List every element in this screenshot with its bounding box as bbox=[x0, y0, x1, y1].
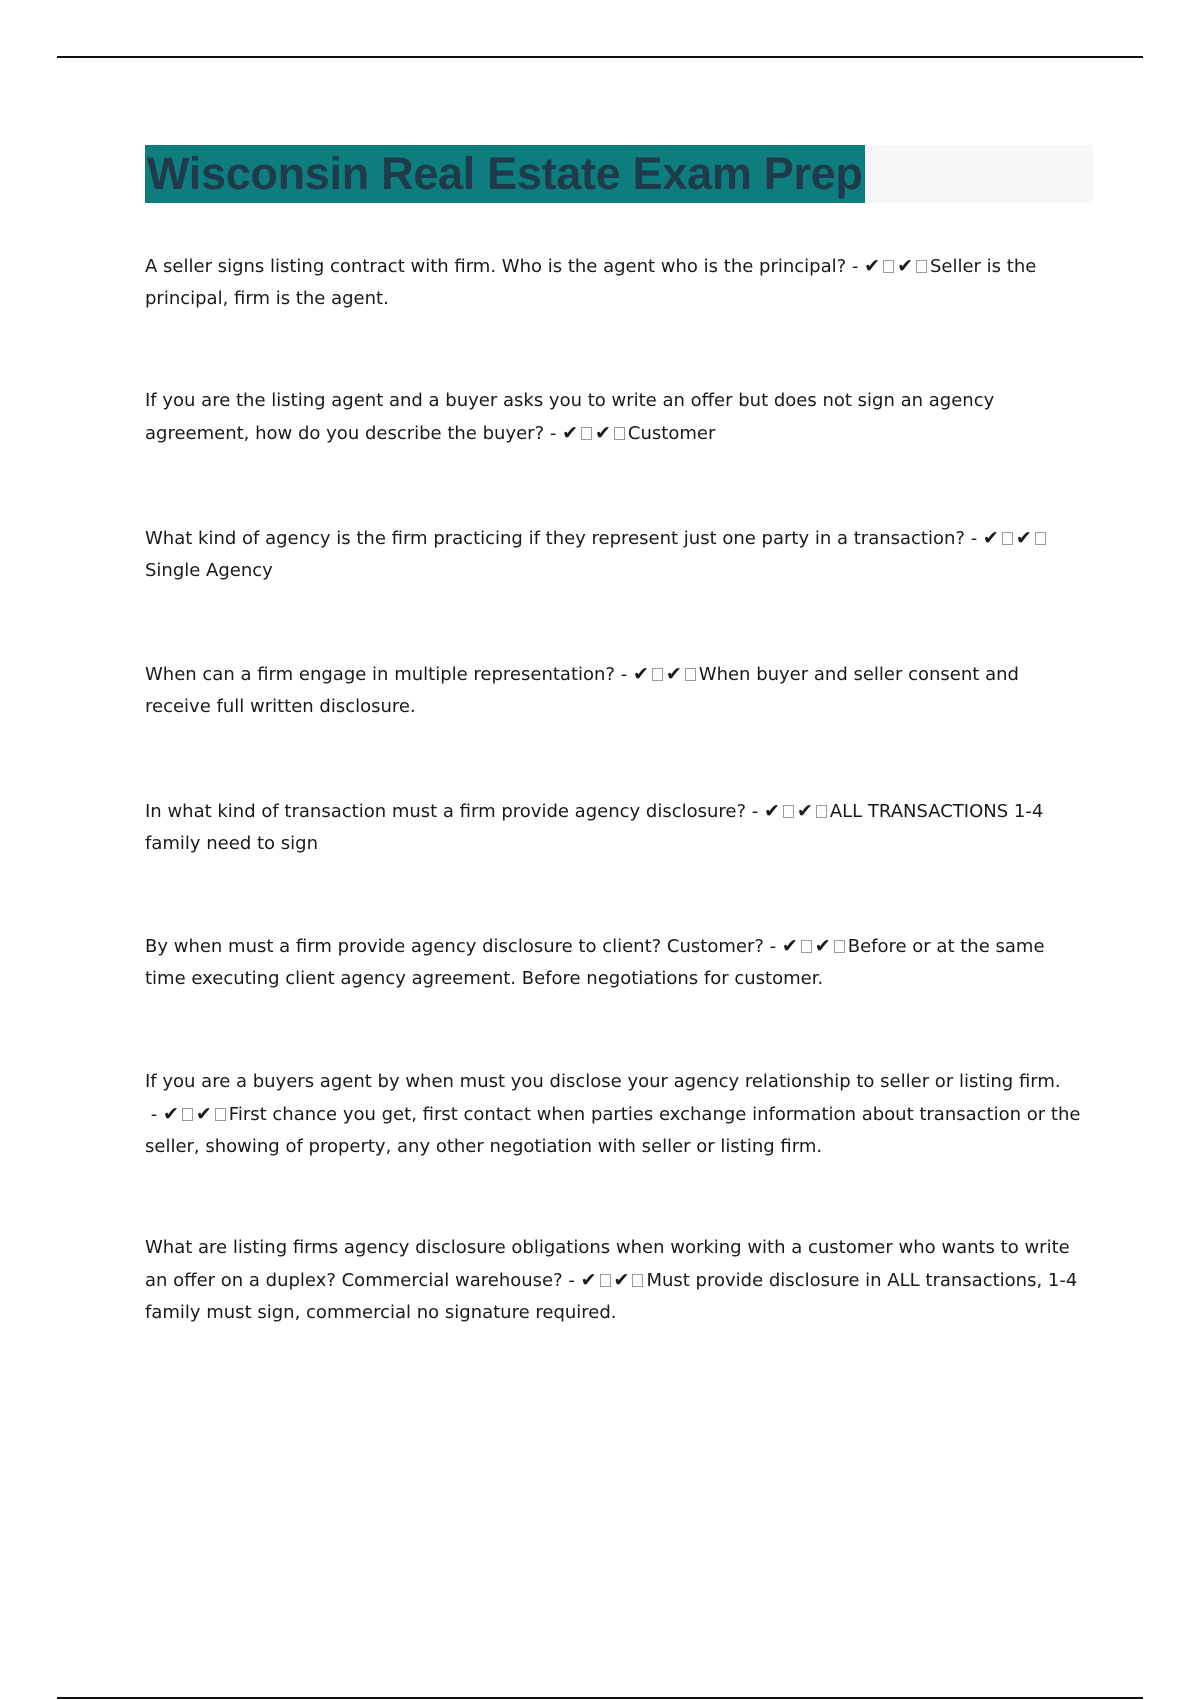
question-text: When can a firm engage in multiple representation? bbox=[145, 664, 615, 685]
empty-box-icon bbox=[614, 427, 625, 440]
qa-item-3 bbox=[145, 522, 1090, 587]
top-rule bbox=[57, 56, 1143, 58]
answer-text: Must provide disclosure in ALL transactions, 1-4 family must sign, commercial no signature required. bbox=[145, 1270, 1078, 1323]
separator: - bbox=[145, 1104, 163, 1125]
check-mark-icon: ✔ bbox=[982, 527, 999, 549]
check-mark-icon: ✔ bbox=[796, 800, 813, 822]
check-mark-icon: ✔ bbox=[195, 1103, 212, 1125]
question-text: A seller signs listing contract with firm. Who is the agent who is the principal? bbox=[145, 256, 847, 277]
empty-box-icon bbox=[816, 805, 827, 818]
separator: - bbox=[763, 936, 782, 957]
empty-box-icon bbox=[1002, 532, 1013, 545]
qa-item-4 bbox=[145, 658, 1090, 723]
qa-item-7 bbox=[145, 1066, 1090, 1163]
separator: - bbox=[964, 528, 983, 549]
empty-box-icon bbox=[600, 1274, 611, 1287]
separator: - bbox=[746, 801, 764, 822]
empty-box-icon bbox=[834, 940, 845, 953]
qa-item-5 bbox=[145, 795, 1090, 860]
empty-box-icon bbox=[916, 260, 927, 273]
empty-box-icon bbox=[182, 1108, 193, 1121]
check-mark-icon: ✔ bbox=[665, 663, 682, 685]
empty-box-icon bbox=[801, 940, 812, 953]
answer-text: Seller is the principal, firm is the agent. bbox=[145, 256, 1037, 309]
answer-text: ALL TRANSACTIONS 1-4 family need to sign bbox=[145, 801, 1044, 854]
empty-box-icon bbox=[632, 1274, 643, 1287]
answer-text: Before or at the same time executing client agency agreement. Before negotiations for customer. bbox=[145, 936, 1045, 989]
question-text: What are listing firms agency disclosure obligations when working with a customer who wants to write an offer on a duplex? Commercial warehouse? bbox=[145, 1237, 1070, 1291]
answer-marker bbox=[864, 256, 930, 277]
separator: - bbox=[562, 1270, 581, 1291]
answer-marker bbox=[163, 1104, 229, 1125]
answer-text: First chance you get, first contact when parties exchange information about transaction or the seller, showing of property, any other negotiation with seller or listing firm. bbox=[145, 1104, 1081, 1157]
check-mark-icon: ✔ bbox=[1015, 527, 1032, 549]
separator: - bbox=[544, 423, 563, 444]
qa-item-8 bbox=[145, 1232, 1090, 1329]
check-mark-icon: ✔ bbox=[162, 1103, 179, 1125]
question-text: If you are the listing agent and a buyer asks you to write an offer but does not sign an agency agreement, how do you describe the buyer? bbox=[145, 390, 995, 444]
empty-box-icon bbox=[783, 805, 794, 818]
check-mark-icon: ✔ bbox=[613, 1269, 630, 1291]
separator: - bbox=[846, 256, 865, 277]
separator: - bbox=[614, 664, 633, 685]
check-mark-icon: ✔ bbox=[864, 255, 881, 277]
question-text: What kind of agency is the firm practicing if they represent just one party in a transaction? bbox=[145, 528, 965, 549]
check-mark-icon: ✔ bbox=[814, 935, 831, 957]
empty-box-icon bbox=[883, 260, 894, 273]
qa-item-6 bbox=[145, 930, 1090, 995]
qa-item-1 bbox=[145, 250, 1090, 315]
check-mark-icon: ✔ bbox=[781, 935, 798, 957]
empty-box-icon bbox=[685, 668, 696, 681]
question-text: By when must a firm provide agency disclosure to client? Customer? bbox=[145, 936, 764, 957]
check-mark-icon: ✔ bbox=[763, 800, 780, 822]
bottom-rule bbox=[57, 1697, 1143, 1699]
answer-marker bbox=[764, 801, 830, 822]
question-text: In what kind of transaction must a firm provide agency disclosure? bbox=[145, 801, 747, 822]
question-text: If you are a buyers agent by when must you disclose your agency relationship to seller or listing firm. bbox=[145, 1071, 1061, 1092]
empty-box-icon bbox=[215, 1108, 226, 1121]
page-title: Wisconsin Real Estate Exam Prep bbox=[145, 145, 865, 203]
answer-text: Single Agency bbox=[145, 560, 273, 581]
qa-item-2 bbox=[145, 385, 1090, 450]
answer-marker bbox=[782, 936, 848, 957]
empty-box-icon bbox=[581, 427, 592, 440]
answer-marker bbox=[983, 528, 1049, 549]
check-mark-icon: ✔ bbox=[580, 1269, 597, 1291]
answer-text: When buyer and seller consent and receive full written disclosure. bbox=[145, 664, 1019, 717]
empty-box-icon bbox=[1035, 532, 1046, 545]
answer-marker bbox=[633, 664, 699, 685]
check-mark-icon: ✔ bbox=[632, 663, 649, 685]
answer-marker bbox=[562, 423, 628, 444]
answer-marker bbox=[581, 1270, 647, 1291]
check-mark-icon: ✔ bbox=[562, 422, 578, 444]
empty-box-icon bbox=[652, 668, 663, 681]
answer-text: Customer bbox=[627, 423, 716, 444]
check-mark-icon: ✔ bbox=[595, 422, 611, 444]
check-mark-icon: ✔ bbox=[897, 255, 913, 277]
